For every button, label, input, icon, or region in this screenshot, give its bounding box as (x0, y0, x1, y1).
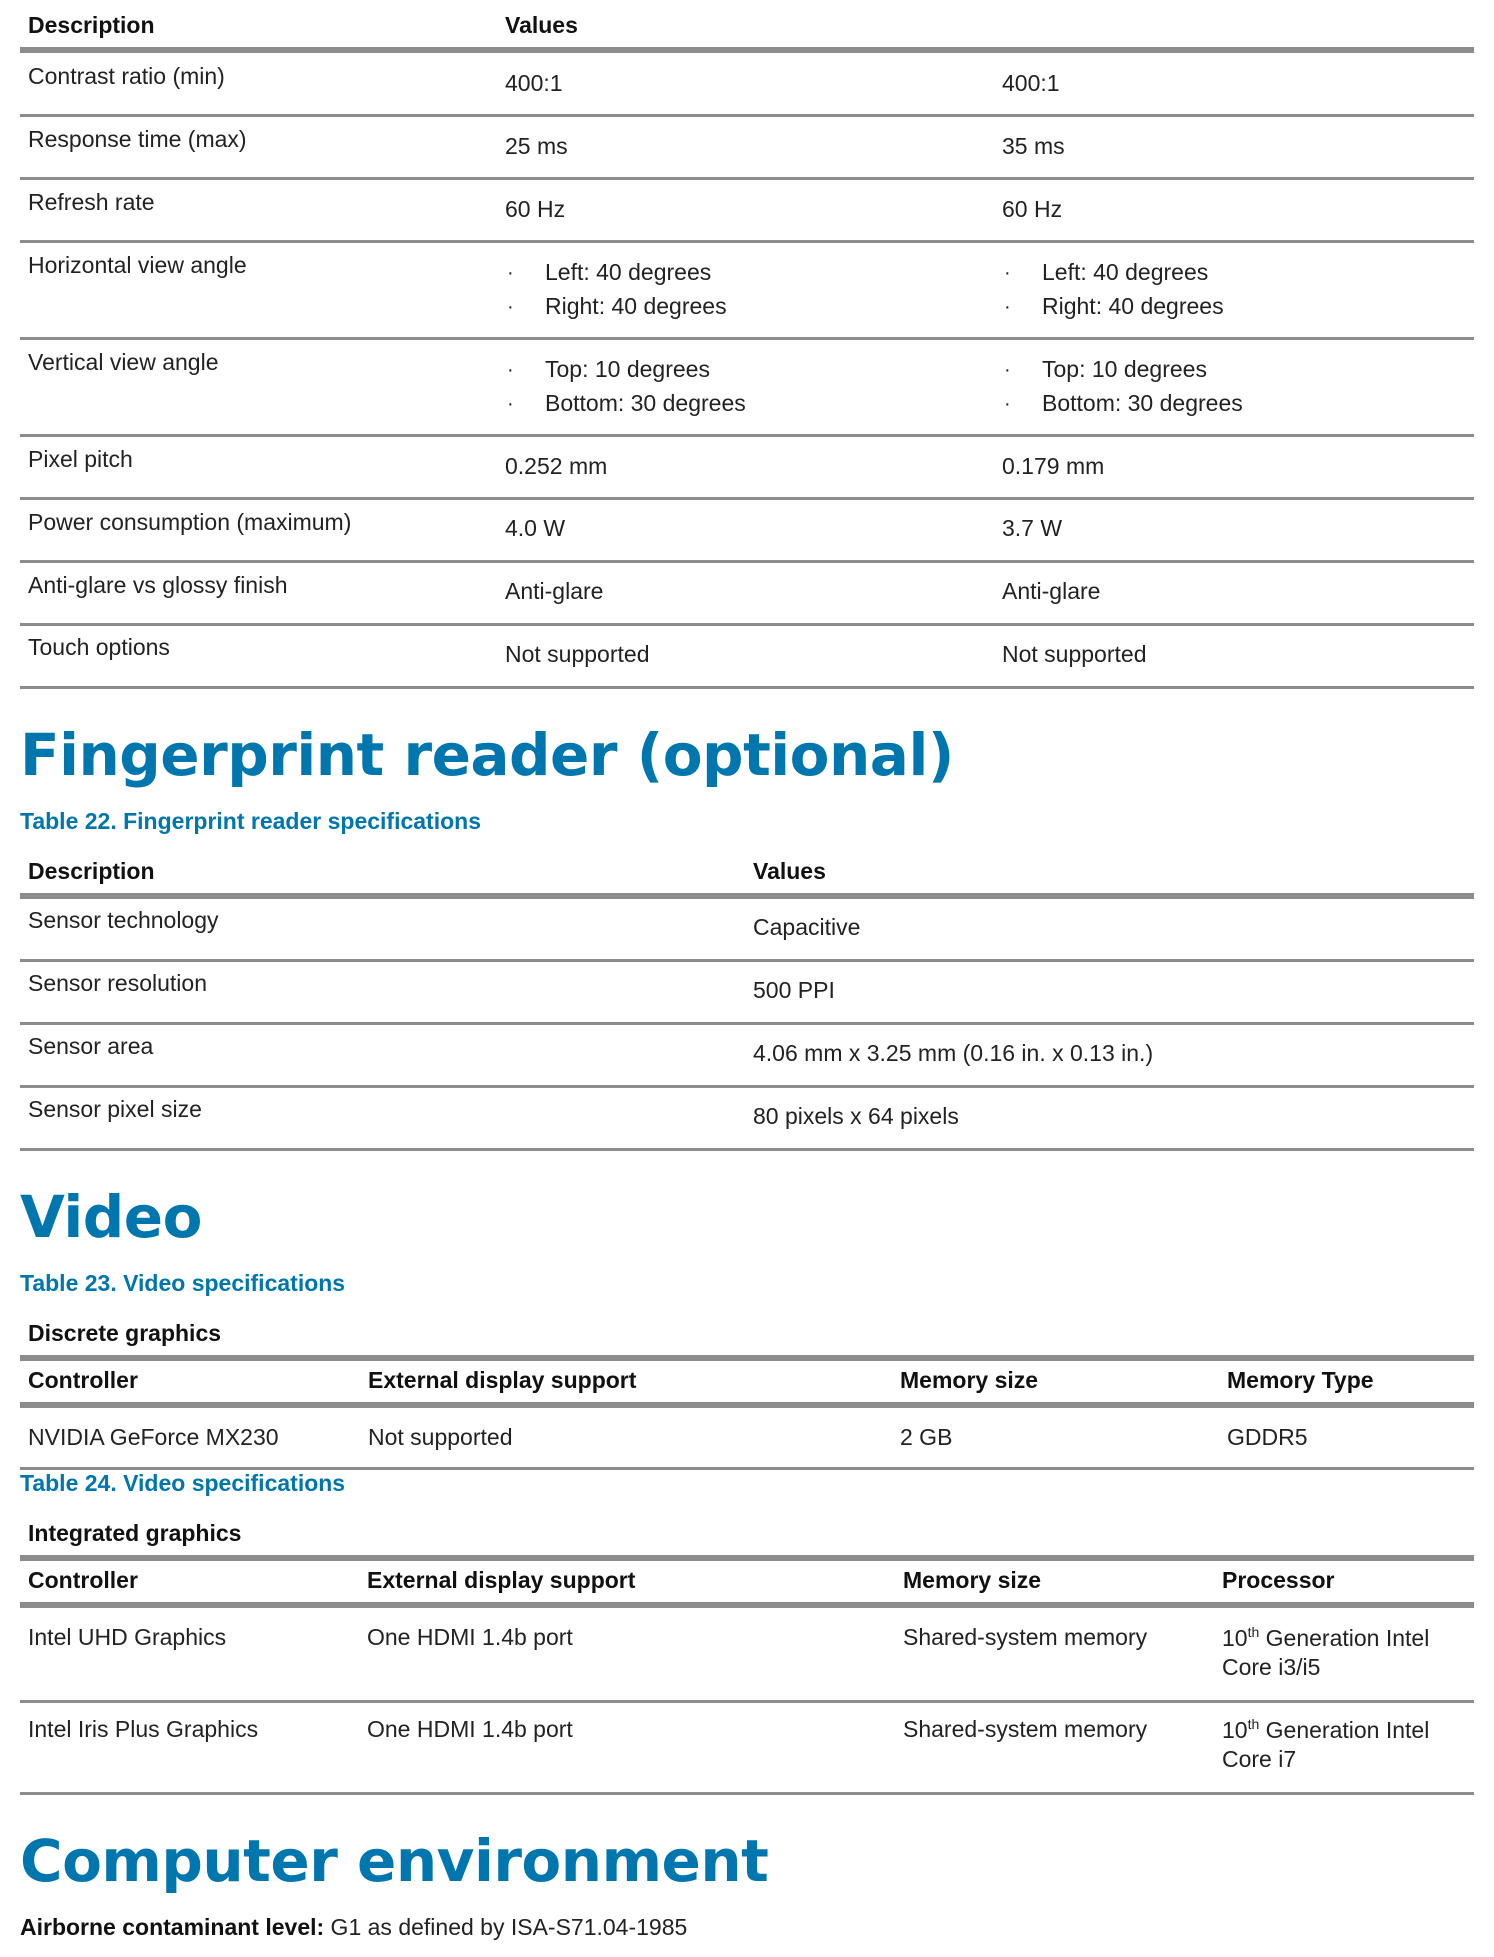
subheading-rule (20, 1355, 1474, 1361)
row-value: Not supported (1002, 641, 1147, 667)
row-label: Contrast ratio (min) (28, 63, 225, 89)
row-divider (20, 959, 1474, 962)
bullet-icon: · (1004, 296, 1011, 318)
row-value: Top: 10 degrees (545, 356, 710, 382)
row-value: 400:1 (505, 70, 563, 96)
column-header-external-display: External display support (368, 1367, 637, 1393)
row-label: Vertical view angle (28, 349, 219, 375)
row-label: Response time (max) (28, 126, 247, 152)
row-divider (20, 177, 1474, 180)
bullet-icon: · (1004, 262, 1011, 284)
row-label: Sensor area (28, 1033, 154, 1059)
header-rule (20, 47, 1474, 53)
row-value: Anti-glare (1002, 578, 1101, 604)
external-display-cell: One HDMI 1.4b port (367, 1624, 573, 1650)
row-value: Right: 40 degrees (545, 293, 727, 319)
row-value: 60 Hz (505, 196, 566, 222)
row-divider (20, 1700, 1474, 1703)
row-divider (20, 560, 1474, 563)
processor-cell-line2: Core i7 (1222, 1746, 1297, 1772)
external-display-cell: Not supported (368, 1424, 513, 1450)
header-rule (20, 1402, 1474, 1408)
row-divider (20, 337, 1474, 340)
row-value: 60 Hz (1002, 196, 1063, 222)
airborne-label: Airborne contaminant level: (20, 1914, 325, 1940)
row-value: 0.179 mm (1002, 453, 1105, 479)
airborne-value: G1 as defined by ISA-S71.04-1985 (324, 1914, 688, 1940)
row-value: Bottom: 30 degrees (545, 390, 746, 416)
header-rule (20, 893, 1474, 899)
row-value: Left: 40 degrees (1042, 259, 1209, 285)
row-label: Anti-glare vs glossy finish (28, 572, 288, 598)
airborne-contaminant-line (20, 1914, 687, 1941)
controller-cell: Intel Iris Plus Graphics (28, 1716, 259, 1742)
column-header-description: Description (28, 858, 155, 884)
column-header-controller: Controller (28, 1367, 138, 1393)
header-rule (20, 1602, 1474, 1608)
row-value: 4.0 W (505, 515, 566, 541)
row-divider (20, 114, 1474, 117)
controller-cell: Intel UHD Graphics (28, 1624, 227, 1650)
row-divider (20, 623, 1474, 626)
column-header-values: Values (753, 858, 826, 884)
row-value: 0.252 mm (505, 453, 608, 479)
row-divider (20, 1148, 1474, 1151)
column-header-description: Description (28, 12, 155, 38)
column-header-memory-type: Memory Type (1227, 1367, 1374, 1393)
bullet-icon: · (507, 359, 514, 381)
processor-cell-line2: Core i3/i5 (1222, 1654, 1321, 1680)
row-value: Top: 10 degrees (1042, 356, 1207, 382)
row-label: Sensor pixel size (28, 1096, 202, 1122)
row-label: Power consumption (maximum) (28, 509, 352, 535)
bullet-icon: · (507, 393, 514, 415)
column-header-memory-size: Memory size (903, 1567, 1042, 1593)
subheading-rule (20, 1555, 1474, 1561)
row-value: 400:1 (1002, 70, 1060, 96)
row-value: 80 pixels x 64 pixels (753, 1103, 959, 1129)
section-title-fingerprint: Fingerprint reader (optional) (20, 721, 954, 789)
bullet-icon: · (1004, 393, 1011, 415)
row-label: Refresh rate (28, 189, 155, 215)
bullet-icon: · (507, 262, 514, 284)
external-display-cell: One HDMI 1.4b port (367, 1716, 573, 1742)
row-value: 35 ms (1002, 133, 1065, 159)
bullet-icon: · (1004, 359, 1011, 381)
memory-size-cell: 2 GB (900, 1424, 953, 1450)
row-value: Left: 40 degrees (545, 259, 712, 285)
row-divider (20, 497, 1474, 500)
table-caption: Table 23. Video specifications (20, 1270, 346, 1296)
row-label: Sensor technology (28, 907, 219, 933)
processor-cell: 10th Generation Intel (1222, 1716, 1430, 1743)
row-value: 4.06 mm x 3.25 mm (0.16 in. x 0.13 in.) (753, 1040, 1154, 1066)
row-divider (20, 1085, 1474, 1088)
row-value: 500 PPI (753, 977, 835, 1003)
column-header-controller: Controller (28, 1567, 138, 1593)
row-label: Horizontal view angle (28, 252, 247, 278)
column-header-external-display: External display support (367, 1567, 636, 1593)
memory-size-cell: Shared-system memory (903, 1624, 1148, 1650)
column-header-memory-size: Memory size (900, 1367, 1039, 1393)
row-label: Touch options (28, 634, 170, 660)
memory-size-cell: Shared-system memory (903, 1716, 1148, 1742)
row-value: 25 ms (505, 133, 568, 159)
row-value: Capacitive (753, 914, 861, 940)
section-title-video: Video (20, 1183, 202, 1251)
row-divider (20, 240, 1474, 243)
table-caption: Table 22. Fingerprint reader specifications (20, 808, 481, 834)
row-value: 3.7 W (1002, 515, 1063, 541)
table-caption: Table 24. Video specifications (20, 1470, 346, 1496)
row-divider (20, 1022, 1474, 1025)
row-divider (20, 686, 1474, 689)
row-value: Right: 40 degrees (1042, 293, 1224, 319)
row-value: Not supported (505, 641, 650, 667)
section-title-computer-environment: Computer environment (20, 1827, 769, 1895)
column-header-values: Values (505, 12, 578, 38)
row-divider (20, 1792, 1474, 1795)
table-subheading: Integrated graphics (28, 1520, 242, 1546)
column-header-processor: Processor (1222, 1567, 1335, 1593)
bullet-icon: · (507, 296, 514, 318)
row-label: Sensor resolution (28, 970, 207, 996)
row-value: Bottom: 30 degrees (1042, 390, 1243, 416)
table-subheading: Discrete graphics (28, 1320, 222, 1346)
controller-cell: NVIDIA GeForce MX230 (28, 1424, 279, 1450)
processor-cell: 10th Generation Intel (1222, 1624, 1430, 1651)
memory-type-cell: GDDR5 (1227, 1424, 1308, 1450)
row-value: Anti-glare (505, 578, 604, 604)
row-divider (20, 434, 1474, 437)
row-label: Pixel pitch (28, 446, 133, 472)
